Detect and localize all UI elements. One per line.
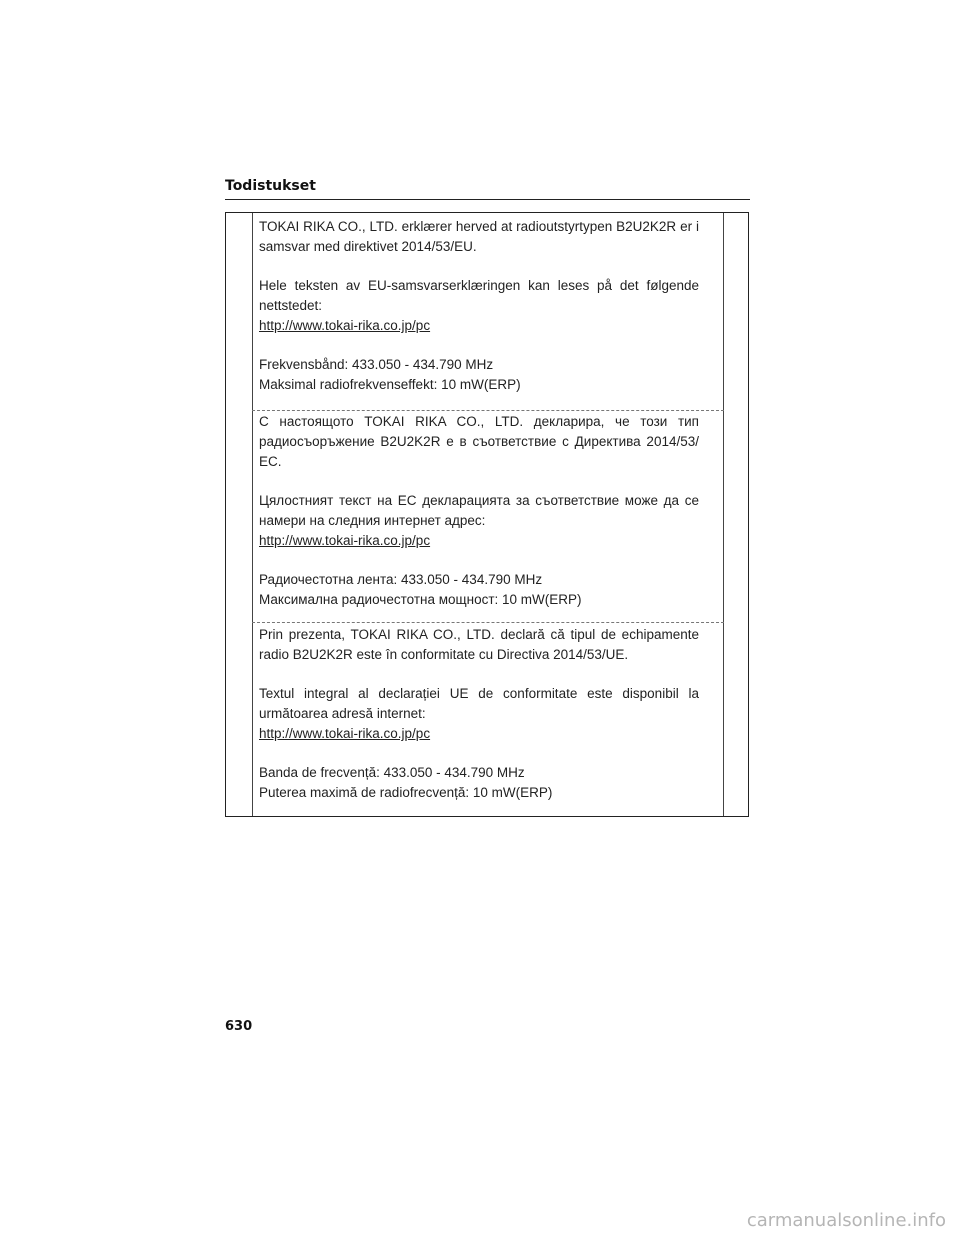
declaration-link[interactable]: http://www.tokai-rika.co.jp/pc bbox=[259, 726, 431, 741]
frequency-band: Frekvensbånd: 433.050 - 434.790 MHz bbox=[259, 357, 494, 372]
radio-specs bbox=[259, 763, 699, 803]
section-title: Todistukset bbox=[225, 178, 316, 194]
full-text-info bbox=[259, 684, 699, 744]
full-text-label: Textul integral al declarației UE de conformitate este disponibil la următoarea adresă internet: bbox=[259, 686, 699, 721]
max-power: Puterea maximă de radiofrecvență: 10 mW(ERP) bbox=[259, 785, 553, 800]
declaration-statement: С настоящото TOKAI RIKA CO., LTD. декларира, че този тип радиосъоръжение B2U2K2R е в съответствие с Директива 2014/53/ЕС. bbox=[259, 414, 699, 469]
page-number: 630 bbox=[225, 1019, 253, 1034]
declaration-link[interactable]: http://www.tokai-rika.co.jp/pc bbox=[259, 318, 431, 333]
title-rule bbox=[225, 199, 750, 200]
frequency-band: Радиочестотна лента: 433.050 - 434.790 MHz bbox=[259, 572, 543, 587]
full-text-label: Цялостният текст на ЕС декларацията за съответствие може да се намери на следния интернет адрес: bbox=[259, 493, 699, 528]
section-divider bbox=[252, 622, 724, 623]
full-text-info bbox=[259, 276, 699, 336]
max-power: Maksimal radiofrekvenseffekt: 10 mW(ERP) bbox=[259, 377, 521, 392]
max-power: Максимална радиочестотна мощност: 10 mW(ERP) bbox=[259, 592, 582, 607]
frame-right-line bbox=[723, 213, 724, 816]
frame-left-line bbox=[252, 213, 253, 816]
full-text-info bbox=[259, 491, 699, 551]
radio-specs bbox=[259, 355, 699, 395]
declaration-link[interactable]: http://www.tokai-rika.co.jp/pc bbox=[259, 533, 431, 548]
watermark: carmanualsonline.info bbox=[746, 1210, 946, 1231]
radio-specs bbox=[259, 570, 699, 610]
full-text-label: Hele teksten av EU-samsvarserklæringen kan leses på det følgende nettstedet: bbox=[259, 278, 699, 313]
section-divider bbox=[252, 410, 724, 411]
declaration-statement: TOKAI RIKA CO., LTD. erklærer herved at radioutstyrtypen B2U2K2R er i samsvar med direktivet 2014/53/EU. bbox=[259, 219, 699, 254]
declaration-block-bulgarian bbox=[259, 412, 699, 610]
declaration-block-romanian bbox=[259, 625, 699, 803]
declaration-block-norwegian bbox=[259, 217, 699, 395]
frequency-band: Banda de frecvență: 433.050 - 434.790 MHz bbox=[259, 765, 525, 780]
declaration-statement: Prin prezenta, TOKAI RIKA CO., LTD. declară că tipul de echipamente radio B2U2K2R este în conformitate cu Directiva 2014/53/UE. bbox=[259, 627, 699, 662]
